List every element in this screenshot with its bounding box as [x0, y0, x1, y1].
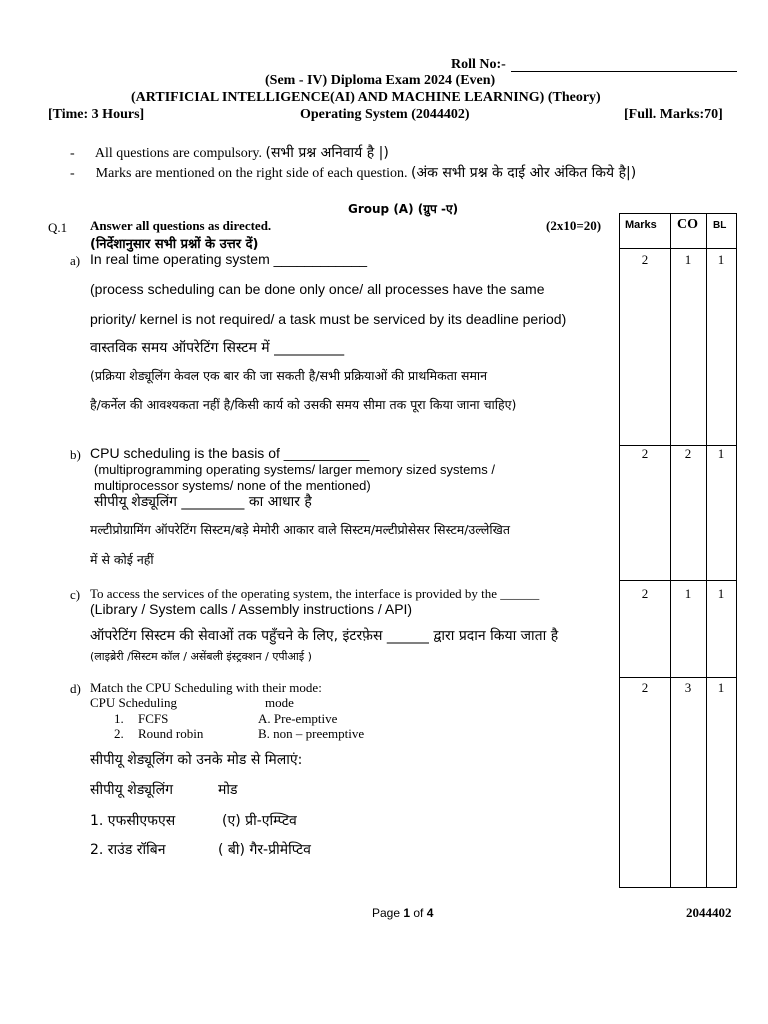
question-options: priority/ kernel is not required/ a task must be serviced by its deadline period) — [90, 311, 567, 327]
program-title: (ARTIFICIAL INTELLIGENCE(AI) AND MACHINE LEARNING) (Theory) — [131, 90, 601, 105]
question-options-hindi: मल्टीप्रोग्रामिंग ऑपरेटिंग सिस्टम/बड़े मेमोरी आकार वाले सिस्टम/मल्टीप्रोसेसर सिस्टम/उल्लेखित — [90, 522, 510, 537]
bl-column-header: BL — [713, 220, 727, 231]
marks-cell: 2 — [641, 680, 649, 695]
question-options: (multiprogramming operating systems/ larger memory sized systems / — [94, 462, 495, 477]
co-cell: 3 — [684, 680, 692, 695]
exam-time: [Time: 3 Hours] — [48, 107, 145, 122]
bl-cell: 1 — [717, 586, 725, 601]
match-item-hindi: 1. एफसीएफएस — [90, 813, 176, 829]
co-cell: 2 — [684, 446, 692, 461]
question-title-hindi: (निर्देशानुसार सभी प्रश्नों के उत्तर दें) — [90, 237, 259, 252]
sub-question-label: b) — [70, 447, 81, 462]
question-options-hindi: में से कोई नहीं — [90, 552, 154, 567]
match-column-header: mode — [265, 695, 294, 710]
match-item: Round robin — [138, 726, 204, 741]
marks-cell: 2 — [641, 446, 649, 461]
question-options-hindi: है/कर्नेल की आवश्यकता नहीं है/किसी कार्य को उसकी समय सीमा तक पूरा किया जाना चाहिए) — [90, 397, 517, 412]
match-item-hindi: 2. राउंड रॉबिन — [90, 842, 166, 858]
match-row-number: 2. — [114, 726, 124, 741]
instruction-item: - All questions are compulsory. (सभी प्रश्न अनिवार्य है |) — [70, 145, 389, 161]
instruction-item: - Marks are mentioned on the right side of each question. (अंक सभी प्रश्न के दाई ओर अंकित किये है|) — [70, 165, 637, 181]
subject-title: Operating System (2044402) — [300, 107, 470, 122]
question-text-hindi: ऑपरेटिंग सिस्टम की सेवाओं तक पहुँचने के लिए, इंटरफ़ेस ______ द्वारा प्रदान किया जाता है — [90, 628, 559, 644]
match-row-number: 1. — [114, 711, 124, 726]
sub-question-label: d) — [70, 681, 81, 696]
match-item: B. non – preemptive — [258, 726, 365, 741]
question-options: (process scheduling can be done only once/ all processes have the same — [90, 281, 545, 297]
match-column-header-hindi: मोड — [218, 782, 238, 798]
bl-cell: 1 — [717, 446, 725, 461]
roll-no-label: Roll No:- — [451, 57, 506, 72]
paper-code: 2044402 — [686, 905, 732, 920]
question-text: To access the services of the operating system, the interface is provided by the ______ — [90, 586, 540, 601]
question-options-hindi: (लाइब्रेरी /सिस्टम कॉल / असेंबली इंस्ट्रक्शन / एपीआई ) — [90, 650, 312, 663]
co-column-header: CO — [677, 217, 698, 232]
question-text-hindi: सीपीयू शेड्यूलिंग _________ का आधार है — [94, 494, 312, 510]
match-column-header-hindi: सीपीयू शेड्यूलिंग — [90, 782, 173, 798]
question-options-hindi: (प्रक्रिया शेड्यूलिंग केवल एक बार की जा सकती है/सभी प्रक्रियाओं की प्राथमिकता समान — [90, 368, 488, 383]
marks-cell: 2 — [641, 586, 649, 601]
group-heading: Group (A) (ग्रुप -ए) — [348, 202, 459, 216]
question-title: Answer all questions as directed. — [90, 218, 272, 233]
marks-scheme: (2x10=20) — [546, 218, 602, 233]
roll-no-line — [511, 71, 737, 72]
sub-question-label: a) — [70, 253, 81, 268]
page-indicator: Page 1 of 4 — [372, 906, 434, 920]
marks-column-header: Marks — [625, 219, 657, 231]
co-cell: 1 — [684, 252, 692, 267]
sub-question-label: c) — [70, 587, 81, 602]
question-number: Q.1 — [48, 220, 68, 235]
question-text: Match the CPU Scheduling with their mode: — [90, 680, 322, 695]
question-text: In real time operating system ____________ — [90, 251, 368, 267]
bl-cell: 1 — [717, 680, 725, 695]
question-text: CPU scheduling is the basis of ___________ — [90, 445, 370, 461]
match-item-hindi: (ए) प्री-एम्प्टिव — [222, 813, 297, 829]
marks-cell: 2 — [641, 252, 649, 267]
bl-cell: 1 — [717, 252, 725, 267]
question-text-hindi: सीपीयू शेड्यूलिंग को उनके मोड से मिलाएं: — [90, 752, 303, 768]
exam-title: (Sem - IV) Diploma Exam 2024 (Even) — [265, 73, 496, 88]
match-column-header: CPU Scheduling — [90, 695, 178, 710]
match-item: FCFS — [138, 711, 169, 726]
match-item: A. Pre-emptive — [258, 711, 338, 726]
match-item-hindi: ( बी) गैर-प्रीमेप्टिव — [218, 842, 311, 858]
question-options: (Library / System calls / Assembly instructions / API) — [90, 601, 413, 617]
question-text-hindi: वास्तविक समय ऑपरेटिंग सिस्टम में __________ — [90, 340, 345, 356]
full-marks: [Full. Marks:70] — [624, 107, 723, 122]
question-options: multiprocessor systems/ none of the mentioned) — [94, 478, 371, 493]
co-cell: 1 — [684, 586, 692, 601]
